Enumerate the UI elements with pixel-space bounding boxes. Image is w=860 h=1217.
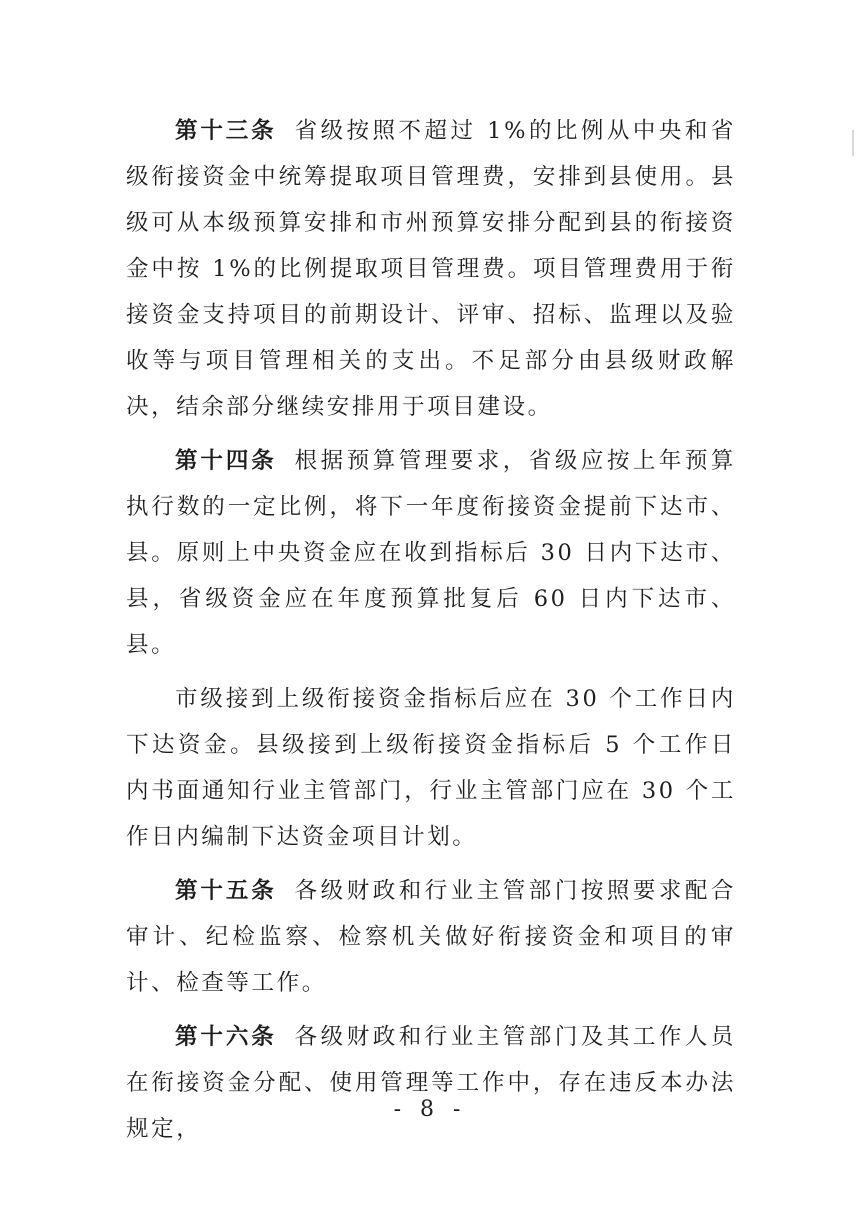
article-16-heading: 第十六条 — [175, 1024, 277, 1050]
article-15-heading: 第十五条 — [175, 878, 277, 904]
article-14-text: 根据预算管理要求，省级应按上年预算执行数的一定比例，将下一年度衔接资金提前下达市、县。原则上中央资金应在收到指标后 30 日内下达市、县，省级资金应在年度预算批复后 60 日内下达市、县。 — [126, 448, 736, 658]
article-15-text: 各级财政和行业主管部门按照要求配合审计、纪检监察、检察机关做好衔接资金和项目的审计、检查等工作。 — [126, 878, 736, 996]
article-16-text: 各级财政和行业主管部门及其工作人员在衔接资金分配、使用管理等工作中，存在违反本办法规定， — [126, 1024, 736, 1142]
article-13-paragraph — [126, 108, 736, 430]
page-number: - 8 - — [393, 1097, 467, 1122]
article-14-paragraph — [126, 438, 736, 668]
article-14-continuation-text: 市级接到上级衔接资金指标后应在 30 个工作日内下达资金。县级接到上级衔接资金指标后 5 个工作日内书面通知行业主管部门，行业主管部门应在 30 个工作日内编制下达资金项目计划。 — [126, 686, 736, 850]
article-14-heading: 第十四条 — [175, 448, 277, 474]
article-16-paragraph — [126, 1014, 736, 1152]
scan-mark — [852, 130, 854, 156]
document-body — [126, 108, 736, 1152]
article-14-continuation-paragraph — [126, 676, 736, 860]
article-13-text: 省级按照不超过 1%的比例从中央和省级衔接资金中统筹提取项目管理费，安排到县使用。县级可从本级预算安排和市州预算安排分配到县的衔接资金中按 1%的比例提取项目管理费。项目管理费用于衔接资金支持项目的前期设计、评审、招标、监理以及验收等与项目管理相关的支出。不足部分由县级财政解决，结余部分继续安排用于项目建设。 — [126, 118, 736, 420]
article-15-paragraph — [126, 868, 736, 1006]
article-13-heading: 第十三条 — [175, 118, 277, 144]
